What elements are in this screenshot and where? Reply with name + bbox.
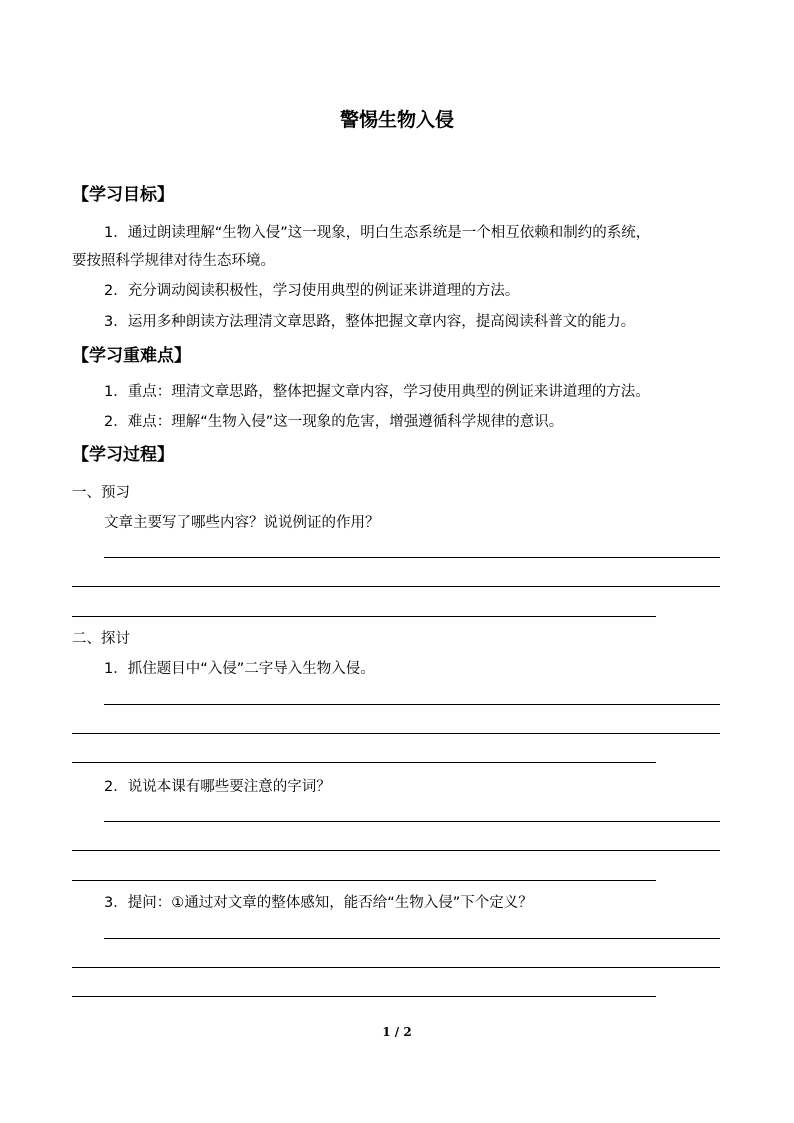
- part1-question: 文章主要写了哪些内容？说说例证的作用？: [104, 515, 380, 531]
- objectives-heading: 【学习目标】: [72, 185, 174, 205]
- answer-line: [72, 762, 656, 763]
- answer-line: [72, 616, 656, 617]
- key-points-heading: 【学习重难点】: [72, 346, 191, 366]
- process-heading: 【学习过程】: [72, 445, 174, 465]
- part1-title: 一、预习: [72, 485, 130, 501]
- objective-item-1-line-1: 1．通过朗读理解“生物入侵”这一现象，明白生态系统是一个相互依赖和制约的系统，: [104, 225, 651, 241]
- answer-line: [72, 586, 720, 587]
- page-number: 1 / 2: [382, 1025, 412, 1039]
- key-point-item-1: 1．重点：理清文章思路，整体把握文章内容，学习使用典型的例证来讲道理的方法。: [104, 384, 650, 400]
- answer-line: [104, 704, 720, 705]
- objective-item-1-line-2: 要按照科学规律对待生态环境。: [72, 253, 275, 269]
- document-title: 警惕生物入侵: [339, 109, 454, 131]
- answer-line: [104, 557, 720, 558]
- part2-question-3: 3．提问：①通过对文章的整体感知，能否给“生物入侵”下个定义？: [104, 895, 533, 911]
- answer-line: [104, 938, 720, 939]
- answer-line: [72, 733, 720, 734]
- key-point-item-2: 2．难点：理解“生物入侵”这一现象的危害，增强遵循科学规律的意识。: [104, 414, 564, 430]
- answer-line: [72, 996, 656, 997]
- answer-line: [104, 821, 720, 822]
- answer-line: [72, 880, 656, 881]
- part2-question-1: 1．抓住题目中“入侵”二字导入生物入侵。: [104, 661, 375, 677]
- objective-item-3: 3．运用多种朗读方法理清文章思路，整体把握文章内容，提高阅读科普文的能力。: [104, 314, 636, 330]
- objective-item-2: 2．充分调动阅读积极性，学习使用典型的例证来讲道理的方法。: [104, 283, 520, 299]
- answer-line: [72, 850, 720, 851]
- part2-question-2: 2．说说本课有哪些要注意的字词？: [104, 779, 331, 795]
- answer-line: [72, 967, 720, 968]
- part2-title: 二、探讨: [72, 631, 130, 647]
